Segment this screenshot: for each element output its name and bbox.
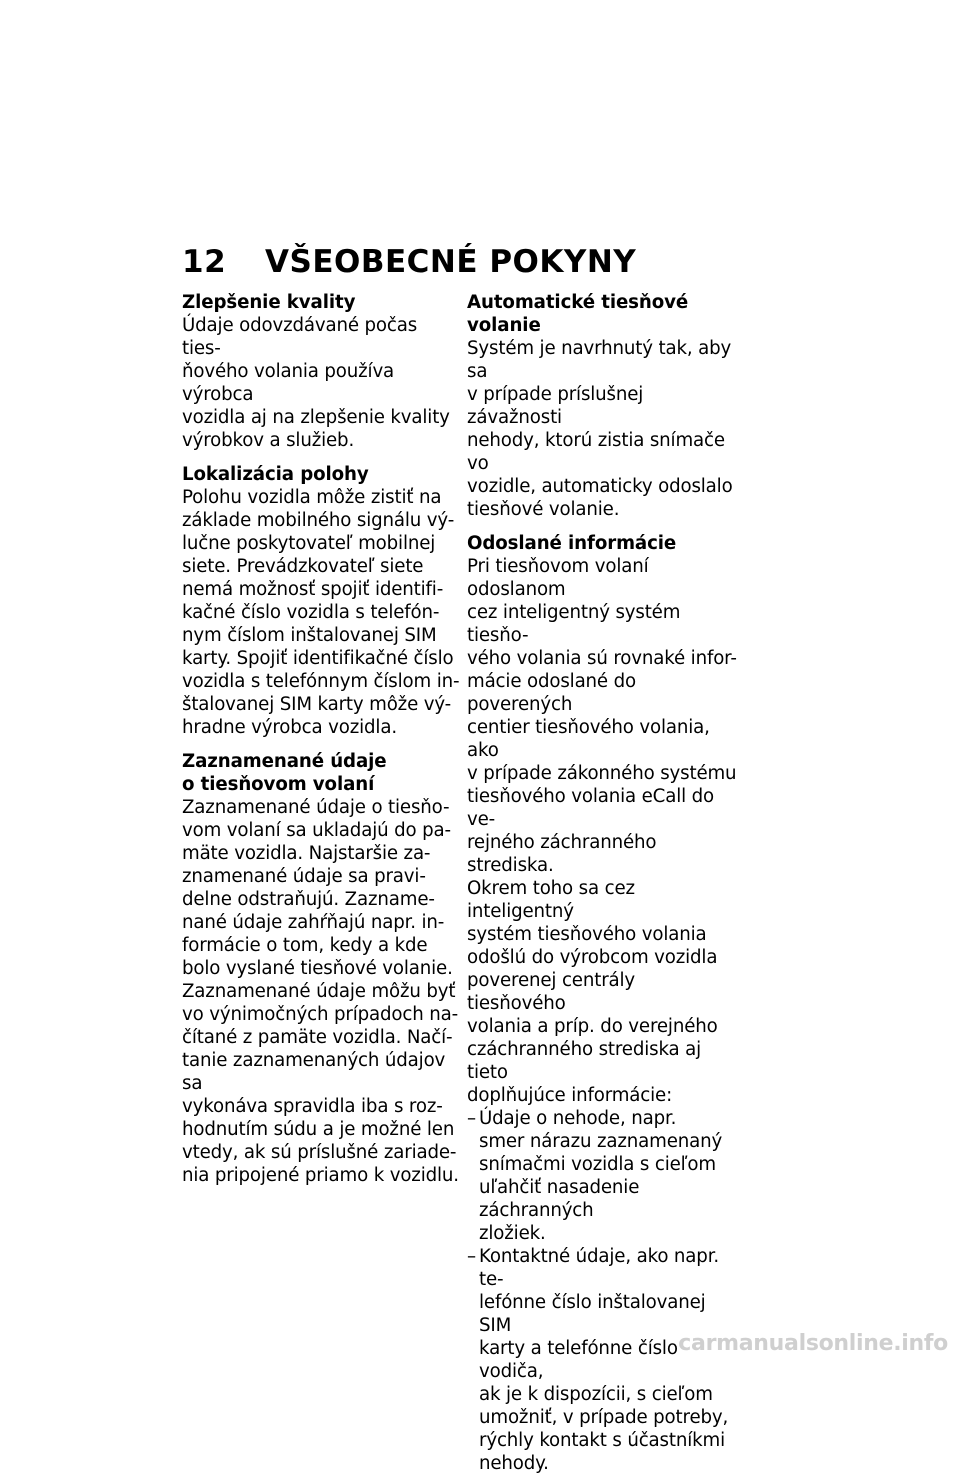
chapter-title: VŠEOBECNÉ POKYNY [265,244,637,280]
section-text-sent-information: Pri tiesňovom volaní odoslanom cez inteligentný systém tiesňo- vého volania sú rovnaké infor- mácie odoslané do poverených centier tiesňového volania, ako v prípade zákonného systému tiesňového volania eCall do ve- rejného záchranného strediska. Okrem toho sa cez inteligentný systém tiesňového volania odošlú do výrobcom vozidla poverenej centrály tiesňového volania a príp. do verejného czáchranného strediska aj tieto doplňujúce informácie: [467,556,737,1106]
section-heading-localization: Lokalizácia polohy [182,464,369,485]
watermark: carmanualsonline.info [678,1331,948,1356]
list-item-text: Údaje o nehode, napr. smer nárazu zaznamenaný snímačmi vozidla s cieľom uľahčiť nasadenie záchranných zložiek. [479,1108,723,1244]
section-heading-sent-information: Odoslané informácie [467,533,677,554]
chapter-number: 12 [182,244,227,280]
section-heading-automatic-call: Automatické tiesňové volanie [467,292,689,336]
right-column [467,291,739,1475]
section-automatic-call [467,291,739,521]
page-title [182,240,636,284]
section-text-localization: Polohu vozidla môže zistiť na základe mobilného signálu vý- lučne poskytovateľ mobilnej siete. Prevádzkovateľ siete nemá možnosť spojiť identifi- kačné číslo vozidla s telefón- nym číslom inštalovanej SIM karty. Spojiť identifikačné číslo vozidla s telefónnym číslom in- štalovanej SIM karty môže vý- hradne výrobca vozidla. [182,487,460,738]
section-heading-recorded-data: Zaznamenané údaje o tiesňovom volaní [182,751,387,795]
bullet-list [467,1107,739,1475]
list-item [467,1107,739,1245]
section-text-recorded-data: Zaznamenané údaje o tiesňo- vom volaní sa ukladajú do pa- mäte vozidla. Najstaršie za- znamenané údaje sa pravi- delne odstraňujú. Zazname- nané údaje zahŕňajú napr. in- formácie o tom, kedy a kde bolo vyslané tiesňové volanie. Zaznamenané údaje môžu byť vo výnimočných prípadoch na- čítané z pamäte vozidla. Načí- tanie zaznamenaných údajov sa vykonáva spravidla iba s roz- hodnutím súdu a je možné len vtedy, ak sú príslušné zariade- nia pripojené priamo k vozidlu. [182,797,459,1186]
list-item [467,1245,739,1475]
left-column [182,291,460,1198]
section-recorded-data [182,750,460,1187]
section-quality [182,291,460,452]
section-text-automatic-call: Systém je navrhnutý tak, aby sa v prípade príslušnej závažnosti nehody, ktorú zistia snímače vo vozidle, automaticky odoslalo tiesňové volanie. [467,338,733,520]
bullet-dash: – [467,1246,477,1267]
list-item-text: Kontaktné údaje, ako napr. te- lefónne číslo inštalovanej SIM karty a telefónne číslo vodiča, ak je k dispozícii, s cieľom umožniť, v prípade potreby, rýchly kontakt s účastníkmi nehody. [479,1246,729,1474]
bullet-dash: – [467,1108,477,1129]
section-heading-quality: Zlepšenie kvality [182,292,356,313]
section-text-quality: Údaje odovzdávané počas ties- ňového volania používa výrobca vozidla aj na zlepšenie kvality výrobkov a služieb. [182,315,450,451]
section-localization [182,463,460,739]
